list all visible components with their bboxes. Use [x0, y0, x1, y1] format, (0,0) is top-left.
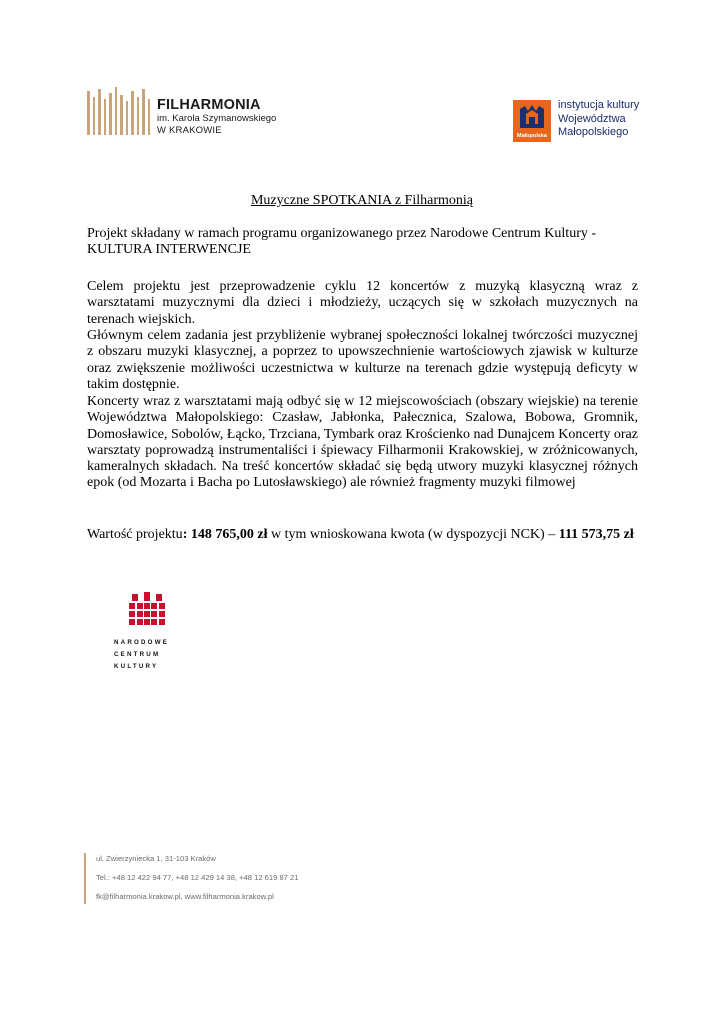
- filharmonia-wordmark: [157, 97, 276, 137]
- nck-line3: KULTURY: [114, 663, 159, 670]
- malopolska-line1: instytucja kultury: [558, 99, 640, 111]
- filharmonia-name: FILHARMONIA: [157, 97, 261, 113]
- intro-line-1: Projekt składany w ramach programu organizowanego przez Narodowe Centrum Kultury -: [87, 226, 597, 241]
- nck-logo: [114, 592, 184, 672]
- footer-address: ul. Zwierzyniecka 1, 31-103 Kraków: [96, 854, 216, 863]
- organ-pipes-icon: [87, 87, 153, 139]
- nck-crown-icon: [129, 592, 165, 632]
- concerts-paragraph: Koncerty wraz z warsztatami mają odbyć się w 12 miejscowościach (obszary wiejskie) na terenie Województwa Małopolskiego: Czasław, Jabłonka, Pałecznica, Szalowa, Bobowa, Gromnik, Domosławice, Sobolów, Łącko, Trzciana, Tymbark oraz Krościenko nad Dunajcem Koncerty oraz warsztaty poprowadzą instrumentaliści i śpiewacy Filharmonii Krakowskiej, w zróżnicowanych, kameralnych składach. Na treść koncertów składać się będą utwory muzyki klasycznej różnych epok (od Mozarta i Bacha po Lutosławskiego) ale również fragmenty muzyki filmowej: [87, 394, 638, 491]
- main-goal-paragraph: Głównym celem zadania jest przybliżenie wybranej społeczności lokalnej twórczości muzycznej z obszaru muzyki klasycznej, a poprzez to upowszechnienie wartościowych zjawisk w kulturze oraz zwiększenie możliwości uczestnictwa w kulturze na terenach gdzie występują deficyty w takim dostępnie.: [87, 328, 638, 392]
- value-amount: 148 765,00 zł: [190, 527, 268, 542]
- malopolska-emblem-icon: [513, 100, 551, 142]
- filharmonia-subtitle: im. Karola Szymanowskiego: [157, 113, 277, 124]
- nck-line2: CENTRUM: [114, 651, 161, 658]
- value-colon: :: [182, 527, 188, 542]
- intro-line-2: KULTURA INTERWENCJE: [87, 242, 251, 258]
- filharmonia-logo: [87, 87, 287, 143]
- footer-divider: [84, 853, 86, 904]
- intro-paragraph: [87, 226, 638, 259]
- nck-wordmark: [114, 637, 184, 673]
- malopolska-wordmark: [558, 99, 639, 140]
- malopolska-line2: Województwa: [558, 112, 626, 125]
- nck-line1: NARODOWE: [114, 639, 170, 646]
- malopolska-badge-text: Małopolska: [517, 133, 547, 139]
- footer-contact: fk@filharmonia.krakow.pl, www.filharmonia.krakow.pl: [96, 892, 274, 901]
- value-middle: w tym wnioskowana kwota (w dyspozycji NCK) –: [270, 527, 556, 542]
- footer: [96, 855, 298, 912]
- value-label: Wartość projektu: [87, 527, 183, 542]
- filharmonia-city: W KRAKOWIE: [157, 125, 222, 136]
- footer-phone: Tel.: +48 12 422 94 77, +48 12 429 14 38, +48 12 619 87 21: [96, 873, 299, 882]
- goal-paragraph: Celem projektu jest przeprowadzenie cyklu 12 koncertów z muzyką klasyczną wraz z warsztatami muzycznymi dla dzieci i młodzieży, uczących się w szkołach muzycznych na terenach wiejskich.: [87, 279, 638, 327]
- malopolska-line3: Małopolskiego: [558, 126, 629, 138]
- malopolska-logo: [513, 99, 663, 145]
- value-requested: 111 573,75 zł: [558, 527, 634, 542]
- project-value-paragraph: [87, 527, 638, 543]
- document-title: Muzyczne SPOTKANIA z Filharmonią: [250, 193, 474, 208]
